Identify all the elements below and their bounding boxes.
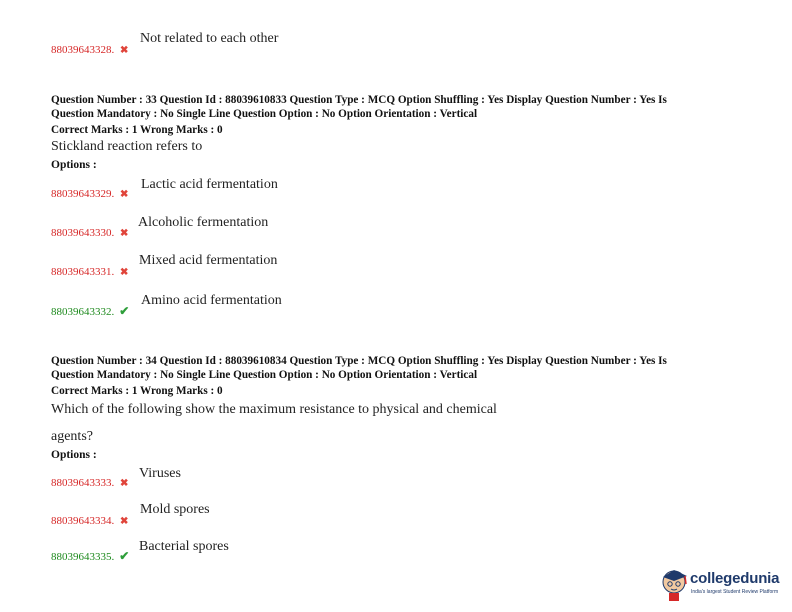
marks-line: Correct Marks : 1 Wrong Marks : 0 xyxy=(51,385,223,397)
logo-tagline: India's largest Student Review Platform xyxy=(691,589,779,595)
option-id: 88039643335. xyxy=(51,551,115,563)
option-row xyxy=(51,40,130,58)
option-text: Lactic acid fermentation xyxy=(141,177,278,192)
cross-icon: ✖ xyxy=(120,478,129,489)
collegedunia-logo xyxy=(660,565,785,605)
option-id: 88039643333. xyxy=(51,477,115,489)
cross-icon: ✖ xyxy=(120,228,129,239)
option-row xyxy=(51,223,130,241)
check-icon: ✔ xyxy=(119,304,130,318)
question-meta-line: Question Number : 34 Question Id : 88039610834 Question Type : MCQ Option Shuffling : Yes Display Question Number : Yes Is xyxy=(51,355,667,367)
cross-icon: ✖ xyxy=(120,516,129,527)
option-text: Not related to each other xyxy=(140,31,279,46)
mascot-icon xyxy=(660,565,690,603)
option-row xyxy=(51,302,130,320)
question-meta-line: Question Mandatory : No Single Line Question Option : No Option Orientation : Vertical xyxy=(51,108,478,120)
question-meta-line: Question Number : 33 Question Id : 88039610833 Question Type : MCQ Option Shuffling : Yes Display Question Number : Yes Is xyxy=(51,94,667,106)
marks-line: Correct Marks : 1 Wrong Marks : 0 xyxy=(51,124,223,136)
options-label: Options : xyxy=(51,159,97,171)
option-id: 88039643330. xyxy=(51,227,115,239)
check-icon: ✔ xyxy=(119,549,130,563)
option-row xyxy=(51,473,130,491)
option-text: Bacterial spores xyxy=(139,539,229,554)
question-meta-line: Question Mandatory : No Single Line Question Option : No Option Orientation : Vertical xyxy=(51,369,478,381)
option-text: Amino acid fermentation xyxy=(141,293,282,308)
cross-icon: ✖ xyxy=(120,189,129,200)
question-text: Stickland reaction refers to xyxy=(51,139,203,154)
option-row xyxy=(51,184,130,202)
option-text: Viruses xyxy=(139,466,181,481)
option-id: 88039643332. xyxy=(51,306,115,318)
cross-icon: ✖ xyxy=(120,267,129,278)
option-id: 88039643331. xyxy=(51,266,115,278)
option-row xyxy=(51,511,130,529)
options-label: Options : xyxy=(51,449,97,461)
option-text: Mold spores xyxy=(140,502,210,517)
option-id: 88039643328. xyxy=(51,44,115,56)
question-text: Which of the following show the maximum resistance to physical and chemical xyxy=(51,402,497,417)
cross-icon: ✖ xyxy=(120,45,129,56)
option-text: Mixed acid fermentation xyxy=(139,253,278,268)
option-row xyxy=(51,547,130,565)
option-text: Alcoholic fermentation xyxy=(138,215,269,230)
logo-wordmark: collegedunia xyxy=(690,570,780,587)
option-row xyxy=(51,262,130,280)
question-text: agents? xyxy=(51,429,93,444)
option-id: 88039643334. xyxy=(51,515,115,527)
option-id: 88039643329. xyxy=(51,188,115,200)
